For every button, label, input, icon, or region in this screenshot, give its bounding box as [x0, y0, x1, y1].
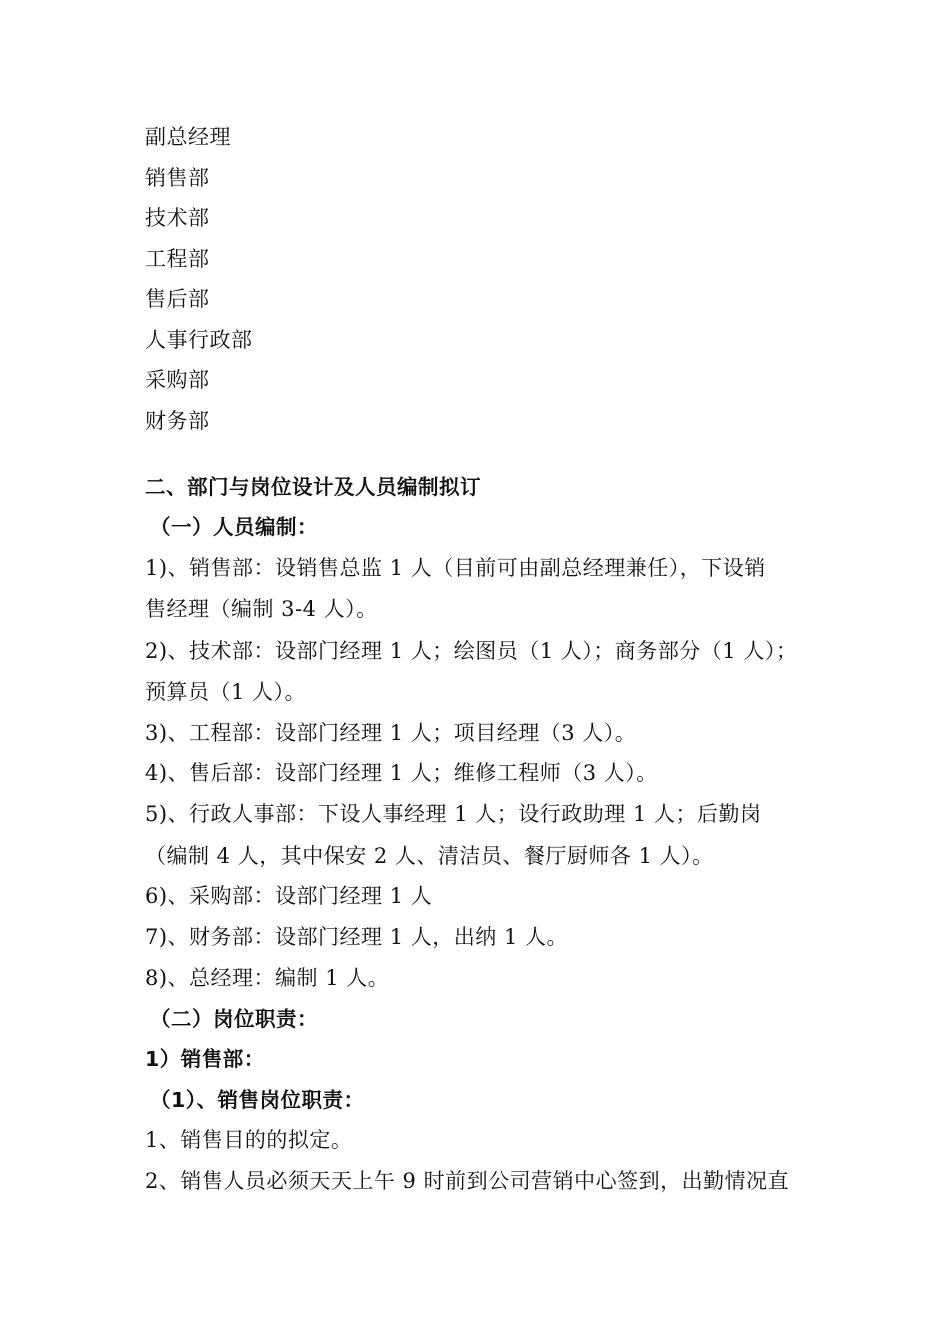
staffing-paragraph: 6)、采购部：设部门经理 1 人	[145, 884, 433, 908]
staffing-paragraph: 1)、销售部：设销售总监 1 人（目前可由副总经理兼任），下设销	[145, 556, 766, 580]
staffing-paragraph: 7)、财务部：设部门经理 1 人，出纳 1 人。	[145, 925, 568, 949]
staffing-paragraph: 4)、售后部：设部门经理 1 人；维修工程师（3 人）。	[145, 761, 658, 785]
staffing-paragraph: 售经理（编制 3-4 人）。	[145, 597, 378, 621]
subsection-heading-sales: 1）销售部：	[145, 1047, 265, 1071]
staffing-paragraph: 3)、工程部：设部门经理 1 人；项目经理（3 人）。	[145, 721, 637, 745]
duty-item: 1、销售目的的拟定。	[145, 1128, 353, 1152]
department-item: 人事行政部	[145, 328, 253, 352]
subsection-heading-duties: （二）岗位职责：	[150, 1007, 318, 1031]
department-item: 工程部	[145, 247, 210, 271]
department-item: 副总经理	[145, 125, 231, 149]
subsection-heading-staffing: （一）人员编制：	[150, 515, 318, 539]
staffing-paragraph: 预算员（1 人）。	[145, 680, 307, 704]
staffing-paragraph: 2)、技术部：设部门经理 1 人；绘图员（1 人）；商务部分（1 人）；	[145, 639, 798, 663]
subsection-heading-sales-duties: （1）、销售岗位职责：	[150, 1088, 365, 1112]
department-item: 销售部	[145, 166, 210, 190]
section-heading: 二、部门与岗位设计及人员编制拟订	[145, 475, 481, 499]
staffing-paragraph: 5)、行政人事部：下设人事经理 1 人；设行政助理 1 人；后勤岗	[145, 802, 762, 826]
staffing-paragraph: （编制 4 人，其中保安 2 人、清洁员、餐厅厨师各 1 人）。	[145, 844, 714, 868]
staffing-paragraph: 8)、总经理：编制 1 人。	[145, 966, 390, 990]
department-item: 财务部	[145, 409, 210, 433]
duty-item: 2、销售人员必须天天上午 9 时前到公司营销中心签到，出勤情况直	[145, 1169, 790, 1193]
department-item: 售后部	[145, 287, 210, 311]
department-item: 采购部	[145, 368, 210, 392]
department-item: 技术部	[145, 206, 210, 230]
